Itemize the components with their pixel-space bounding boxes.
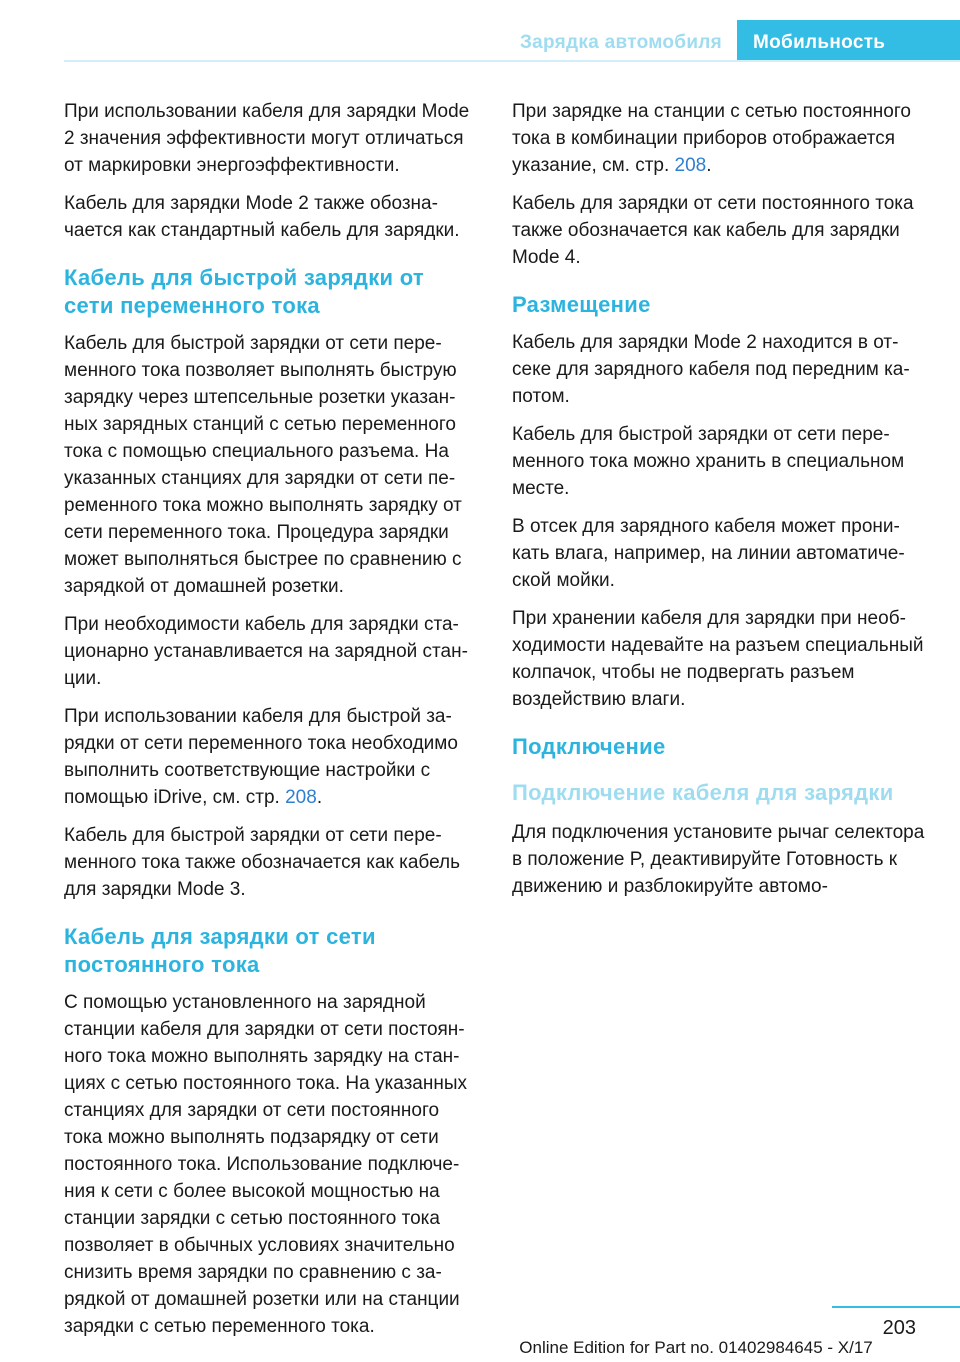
text: При зарядке на станции с сетью постоянного тока в комбинации приборов отображается указание, см. стр. bbox=[512, 101, 911, 176]
paragraph: В отсек для зарядного кабеля может проникать влага, например, на линии автоматической мойки. bbox=[512, 516, 905, 591]
text: . bbox=[316, 787, 323, 808]
page-number: 203 bbox=[882, 1317, 916, 1339]
heading-dc-cable: Кабель для зарядки от сети постоянного тока bbox=[64, 924, 376, 977]
header-divider bbox=[64, 60, 960, 62]
heading-ac-cable: Кабель для быстрой зарядки от сети переменного тока bbox=[64, 265, 425, 318]
text: При использовании кабеля для быстрой зарядки от сети переменного тока необходимо выполнить соответствующие настройки с помощью iDrive, см. стр. bbox=[64, 706, 458, 808]
paragraph: Кабель для быстрой зарядки от сети переменного тока также обозначается как кабель для зарядки Mode 3. bbox=[64, 825, 460, 900]
page-link[interactable]: 208 bbox=[674, 155, 707, 176]
header-section-title: Зарядка автомобиля bbox=[519, 32, 723, 53]
paragraph: При хранении кабеля для зарядки при необходимости надевайте на разъем специальный колпачок, чтобы не подвергать разъем воздействию влаги. bbox=[512, 608, 924, 710]
paragraph bbox=[64, 703, 478, 811]
paragraph: Кабель для зарядки от сети постоянного тока также обозначается как кабель для зарядки Mode 4. bbox=[512, 193, 914, 268]
paragraph: При использовании кабеля для зарядки Mode 2 значения эффективности могут отличаться от маркировки энергоэффективности. bbox=[64, 101, 470, 176]
heading-connection: Подключение bbox=[512, 734, 666, 759]
text: . bbox=[706, 155, 712, 176]
paragraph: Кабель для зарядки Mode 2 находится в отсеке для зарядного кабеля под передним капотом. bbox=[512, 332, 910, 407]
subheading-connect-cable: Подключение кабеля для зарядки bbox=[512, 780, 894, 805]
page-link[interactable]: 208 bbox=[285, 787, 317, 808]
heading-placement: Размещение bbox=[512, 292, 651, 317]
header-tab-mobility: Мобильность bbox=[737, 20, 960, 60]
left-column bbox=[64, 98, 478, 1351]
paragraph: С помощью установленного на зарядной станции кабеля для зарядки от сети постоянного тока можно выполнять зарядку на станциях с сетью постоянного тока. На указанных станциях для зарядки от сети постоянного тока можно выполнять подзарядку от сети постоянного тока. Использование подключения к сети с более высокой мощностью на станции зарядки с сетью постоянного тока позволяет в обычных условиях значительно снизить время зарядки по сравнению с зарядкой от домашней розетки или на станции зарядки с сетью переменного тока. bbox=[64, 992, 467, 1337]
paragraph: При необходимости кабель для зарядки стационарно устанавливается на зарядной станции. bbox=[64, 614, 468, 689]
paragraph: Кабель для быстрой зарядки от сети переменного тока позволяет выполнять быструю зарядку через штепсельные розетки указанных зарядных станций с сетью переменного тока с помощью специального разъема. На указанных станциях для зарядки от сети переменного тока можно выполнять зарядку от сети переменного тока. Процедура зарядки может выполняться быстрее по сравнению с зарядкой от домашней розетки. bbox=[64, 333, 462, 597]
right-column bbox=[512, 98, 926, 911]
paragraph: Кабель для быстрой зарядки от сети переменного тока можно хранить в специальном месте. bbox=[512, 424, 905, 499]
paragraph bbox=[512, 98, 926, 179]
paragraph: Кабель для зарядки Mode 2 также обозначается как стандартный кабель для зарядки. bbox=[64, 193, 460, 241]
page-number-rule bbox=[832, 1306, 960, 1308]
paragraph: Для подключения установите рычаг селектора в положение P, деактивируйте Готовность к движению и разблокируйте автомо- bbox=[512, 822, 925, 897]
footer-edition: Online Edition for Part no. 01402984645 - X/17 bbox=[519, 1338, 873, 1357]
